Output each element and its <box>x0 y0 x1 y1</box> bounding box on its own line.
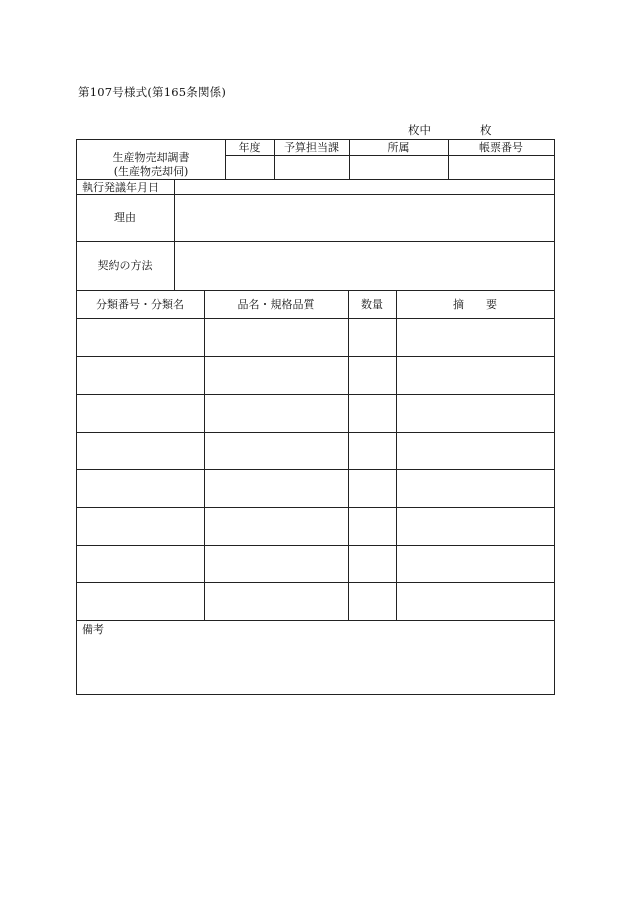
form-number: 第107号様式(第165条関係) <box>78 85 227 99</box>
form-title: 生産物売却調書 <box>112 151 190 164</box>
form-subtitle: (生産物売却伺) <box>113 165 189 178</box>
reason-label: 理由 <box>114 211 136 224</box>
header-fiscal-year: 年度 <box>238 141 261 154</box>
page-count-prefix: 枚中 <box>408 123 431 137</box>
items-header-item-name: 品名・規格品質 <box>237 298 315 311</box>
header-document-number: 帳票番号 <box>479 141 523 154</box>
execution-date-label: 執行発議年月日 <box>82 181 159 194</box>
page-count-suffix: 枚 <box>480 123 492 137</box>
header-budget-section: 予算担当課 <box>284 141 339 154</box>
contract-method-label: 契約の方法 <box>97 259 153 272</box>
items-header-summary: 摘 要 <box>453 298 497 311</box>
items-header-quantity: 数量 <box>361 298 383 311</box>
remarks-label: 備考 <box>82 623 104 636</box>
header-department: 所属 <box>387 141 410 154</box>
items-header-classification: 分類番号・分類名 <box>96 298 184 311</box>
